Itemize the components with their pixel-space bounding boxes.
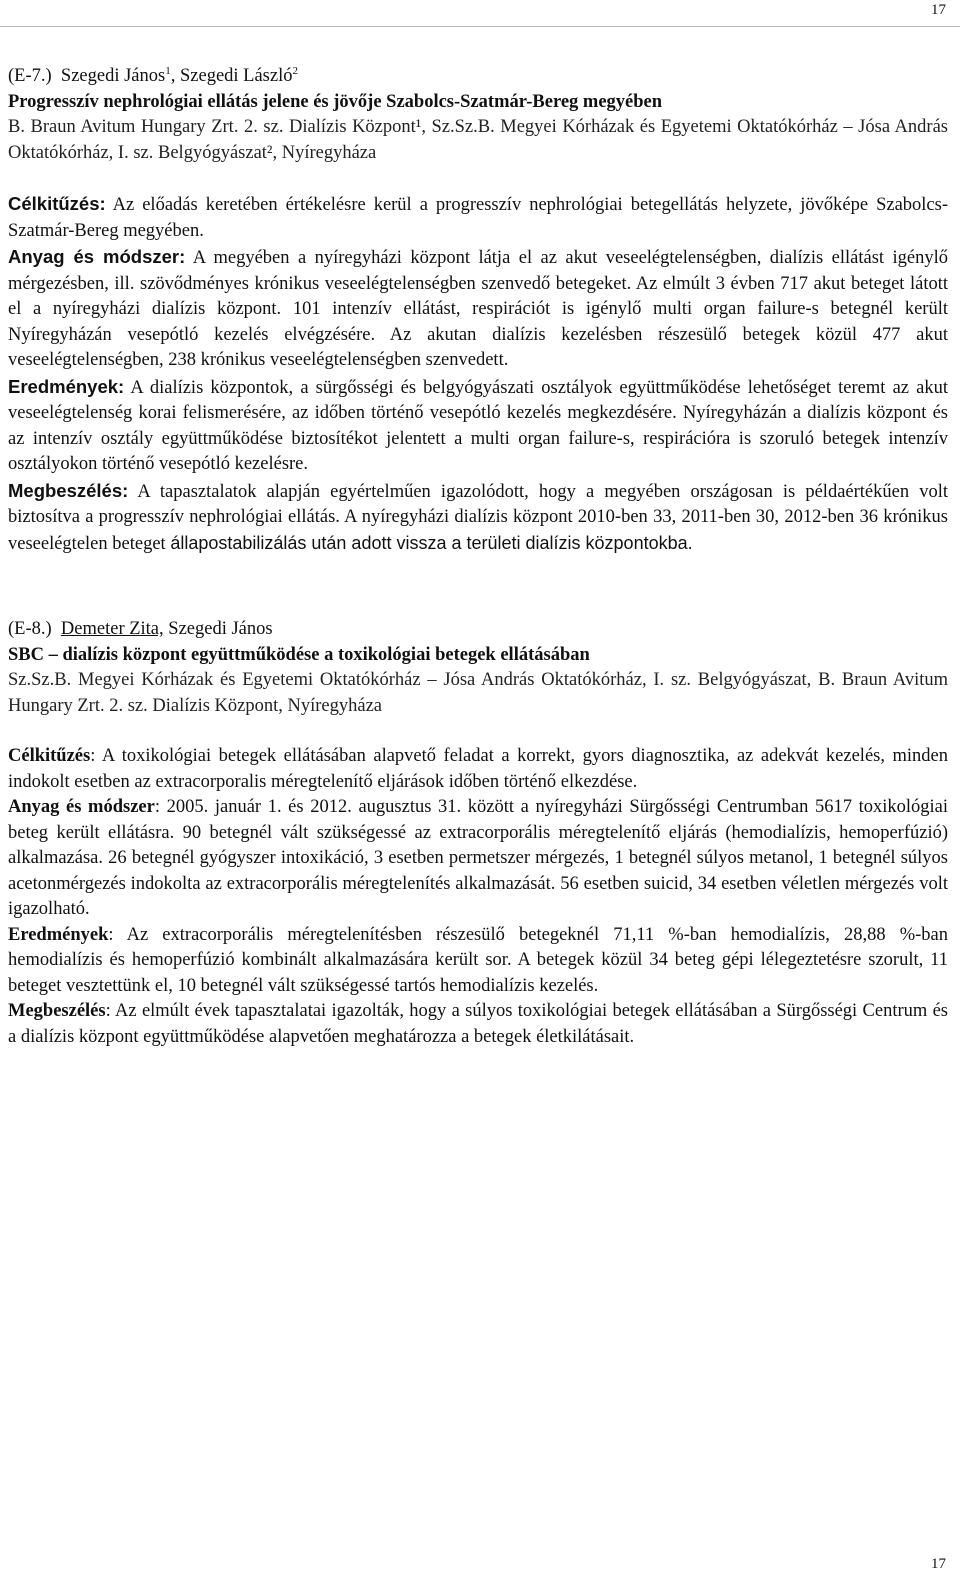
author-name-presenting: Demeter Zita, (60, 619, 164, 639)
affiliation-mark: 2 (292, 64, 298, 77)
section-text-sans: állapostabilizálás után adott vissza a területi dialízis központokba. (170, 532, 693, 553)
abstract-gap (8, 557, 948, 617)
abstract-e7 (8, 64, 948, 557)
abstract-code: (E-8.) (8, 619, 52, 639)
section-label: Anyag és módszer: (8, 246, 186, 267)
abstract-title: Progresszív nephrológiai ellátás jelene és jövője Szabolcs-Szatmár-Bereg megyében (8, 91, 663, 112)
abstract-e8 (8, 617, 948, 1050)
section-text: : A toxikológiai betegek ellátásában alapvető feladat a korrekt, gyors diagnosztika, az adekvát kezelés, minden indokolt esetben az extracorporalis méregtelenítő eljárások időben történő elkezdése. (8, 746, 948, 792)
section-anyag (8, 244, 948, 374)
section-eredmenyek (8, 374, 948, 478)
author-name: Szegedi János (163, 619, 273, 639)
section-label: Megbeszélés: (8, 479, 129, 501)
section-celkituzes (8, 191, 948, 244)
author-name: Szegedi János (60, 66, 166, 86)
section-text: A dialízis központok, a sürgősségi és belgyógyászati osztályok együttműködése lehetőséget teremt az akut veseelégtelenség korai felismerésére, az időben történő vesepótló kezelés megkezdésére. Nyíregyházán a dialízis központ és az intenzív osztály együttműködése biztosítékot jelentett a multi organ failure-s, respirációra is szoruló betegek intenzív osztályokon történő vesepótló kezelésre. (8, 377, 948, 474)
page-number-top: 17 (931, 2, 946, 18)
author-separator: , (170, 66, 180, 86)
section-text: A tapasztalatok alapján egyértelműen igazolódott, hogy a megyében országosan is példaértékűen volt biztosítva a progresszív nephrológiai ellátás. A nyíregyházi dialízis központ 2010-ben 33, 2011-ben 30, 2012-ben 36 krónikus veseelégtelen beteget (8, 481, 948, 554)
section-megbeszeles (8, 478, 948, 558)
section-megbeszeles (8, 999, 948, 1050)
section-label: Megbeszélés (8, 1001, 106, 1021)
section-text: A megyében a nyíregyházi központ látja el az akut veseelégtelenségben, dialízis ellátást igénylő mérgezésben, ill. szövődményes krónikus veseelégtelenségben szenvedő betegeket. Az elmúlt 3 évben 717 akut beteget látott el a nyíregyházi dialízis központ. 101 intenzív ellátást, respirációt is igénylő multi organ failure-s betegnél került Nyíregyházán vesepótló kezelés elvégzésére. Az akutan dialízis kezelésben részesülő betegek közül 477 akut veseelégtelenségben, 238 krónikus veseelégtelenségben szenvedett. (8, 248, 948, 370)
section-label: Anyag és módszer (8, 797, 155, 817)
abstract-authors (8, 617, 948, 643)
abstract-affiliation: Sz.Sz.B. Megyei Kórházak és Egyetemi Oktatókórház – Jósa András Oktatókórház, I. sz. Belgyógyászat, B. Braun Avitum Hungary Zrt. 2. sz. Dialízis Központ, Nyíregyháza (8, 670, 948, 716)
section-label: Célkitűzés (8, 746, 91, 766)
section-label: Eredmények (8, 924, 109, 945)
abstract-code: (E-7.) (8, 66, 52, 86)
abstract-authors (8, 64, 948, 90)
header-rule (0, 26, 960, 27)
section-label: Eredmények: (8, 375, 125, 397)
author-name: Szegedi László (179, 66, 293, 86)
abstract-affiliation: B. Braun Avitum Hungary Zrt. 2. sz. Dialízis Központ¹, Sz.Sz.B. Megyei Kórházak és Egyetemi Oktatókórház – Jósa András Oktatókórház, I. sz. Belgyógyászat², Nyíregyháza (8, 117, 948, 163)
section-eredmenyek (8, 923, 948, 1000)
spacer (8, 166, 948, 191)
page-number-bottom: 17 (931, 1556, 946, 1572)
section-label: Célkitűzés: (8, 193, 106, 214)
spacer (8, 719, 948, 744)
abstract-title: SBC – dialízis központ együttműködése a toxikológiai betegek ellátásában (8, 644, 590, 665)
section-anyag (8, 795, 948, 923)
section-celkituzes (8, 744, 948, 795)
section-text: : 2005. január 1. és 2012. augusztus 31. között a nyíregyházi Sürgősségi Centrumban 5617 toxikológiai beteg került ellátásra. 90 betegnél vált szükségessé az extracorporális méregtelenítő eljárás (hemodialízis, hemoperfúzió) alkalmazása. 26 betegnél gyógyszer intoxikáció, 3 esetben permetszer mérgezés, 1 betegnél súlyos metanol, 1 betegnél súlyos acetonmérgezés indokolta az extracorporális méregtelenítés alkalmazását. 56 esetben suicid, 34 esetben véletlen mérgezés volt igazolható. (8, 797, 949, 919)
page-content (8, 64, 948, 1050)
section-text: : Az extracorporális méregtelenítésben részesülő betegeknél 71,11 %-ban hemodialízis, 28,88 %-ban hemodialízis és hemoperfúzió kombinált alkalmazására került sor. A betegek közül 34 beteg gépi lélegeztetésre szorult, 11 beteget vesztettünk el, 10 betegnél vált szükségessé tartós hemodialízis kezelés. (8, 924, 948, 996)
affiliation-mark: 1 (165, 64, 171, 77)
section-text: Az előadás keretében értékelésre kerül a progresszív nephrológiai betegellátás helyzete, jövőképe Szabolcs-Szatmár-Bereg megyében. (8, 195, 948, 241)
section-text: : Az elmúlt évek tapasztalatai igazolták, hogy a súlyos toxikológiai betegek ellátásában a Sürgősségi Centrum és a dialízis központ együttműködése alapvetően meghatározza a betegek életkilátásait. (8, 1001, 948, 1047)
